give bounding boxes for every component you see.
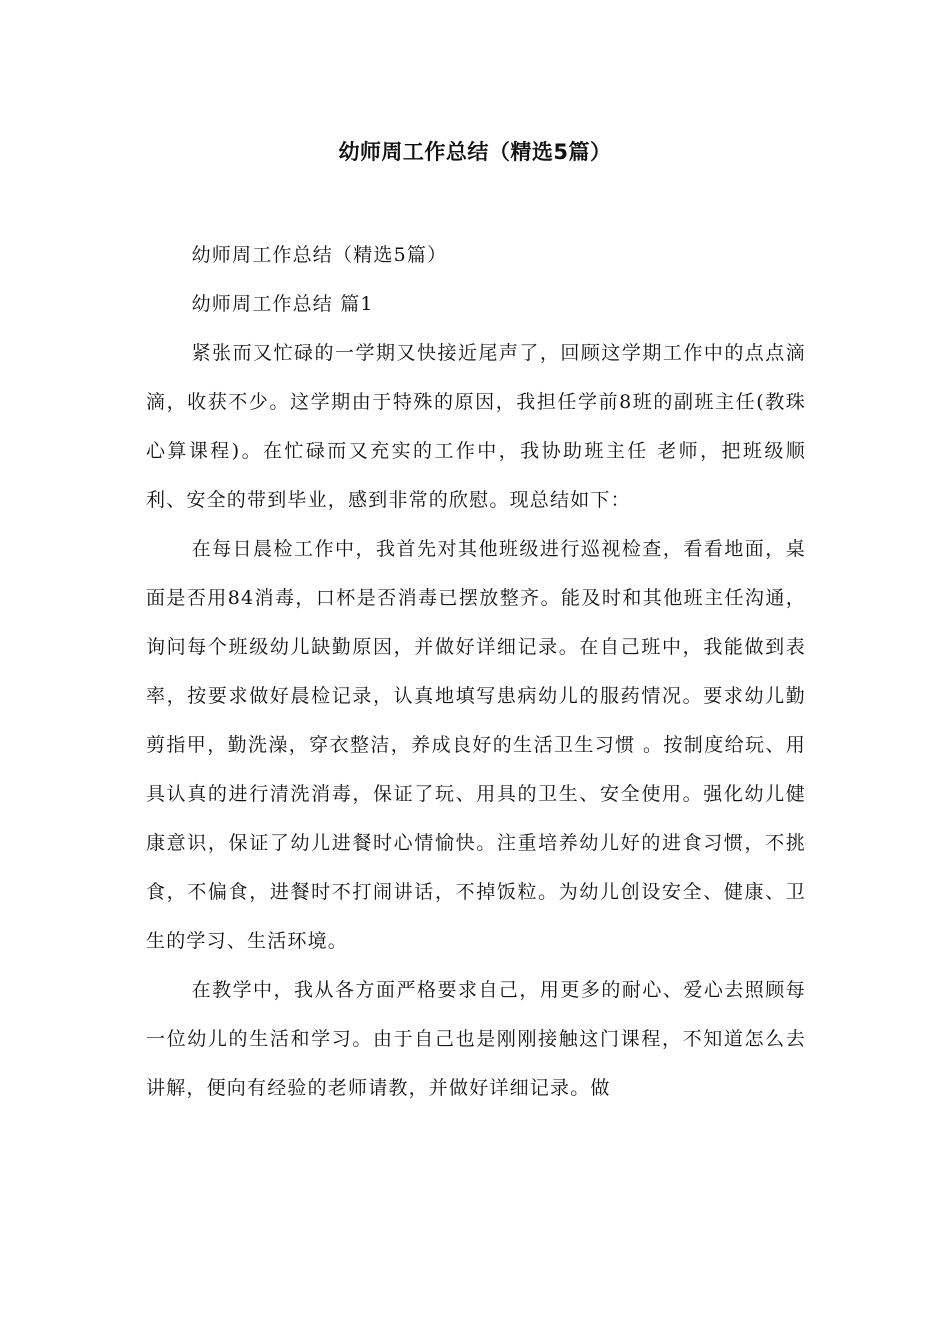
paragraph: 在每日晨检工作中，我首先对其他班级进行巡视检查，看看地面，桌面是否用84消毒，口杯是否消毒已摆放整齐。能及时和其他班主任沟通，询问每个班级幼儿缺勤原因，并做好详细记录。在自己班中，我能做到表率，按要求做好晨检记录，认真地填写患病幼儿的服药情况。要求幼儿勤剪指甲，勤洗澡，穿衣整洁，养成良好的生活卫生习惯 。按制度给玩、用具认真的进行清洗消毒，保证了玩、用具的卫生、安全使用。强化幼儿健康意识，保证了幼儿进餐时心情愉快。注重培养幼儿好的进食习惯，不挑食，不偏食，进餐时不打闹讲话，不掉饭粒。为幼儿创设安全、健康、卫生的学习、生活环境。	[146, 538, 806, 952]
paragraph: 紧张而又忙碌的一学期又快接近尾声了，回顾这学期工作中的点点滴滴，收获不少。这学期由于特殊的原因，我担任学前8班的副班主任(教珠心算课程)。在忙碌而又充实的工作中，我协助班主任 老师，把班级顺利、安全的带到毕业，感到非常的欣慰。现总结如下：	[146, 342, 806, 511]
paragraph-subtitle: 幼师周工作总结（精选5篇）	[191, 244, 448, 266]
document-title: 幼师周工作总结（精选5篇）	[338, 140, 612, 164]
paragraph: 在教学中，我从各方面严格要求自己，用更多的耐心、爱心去照顾每一位幼儿的生活和学习。由于自己也是刚刚接触这门课程，不知道怎么去讲解，便向有经验的老师请教，并做好详细记录。做	[146, 979, 806, 1099]
paragraph-section-heading: 幼师周工作总结 篇1	[191, 293, 374, 315]
document-body	[146, 231, 806, 1113]
